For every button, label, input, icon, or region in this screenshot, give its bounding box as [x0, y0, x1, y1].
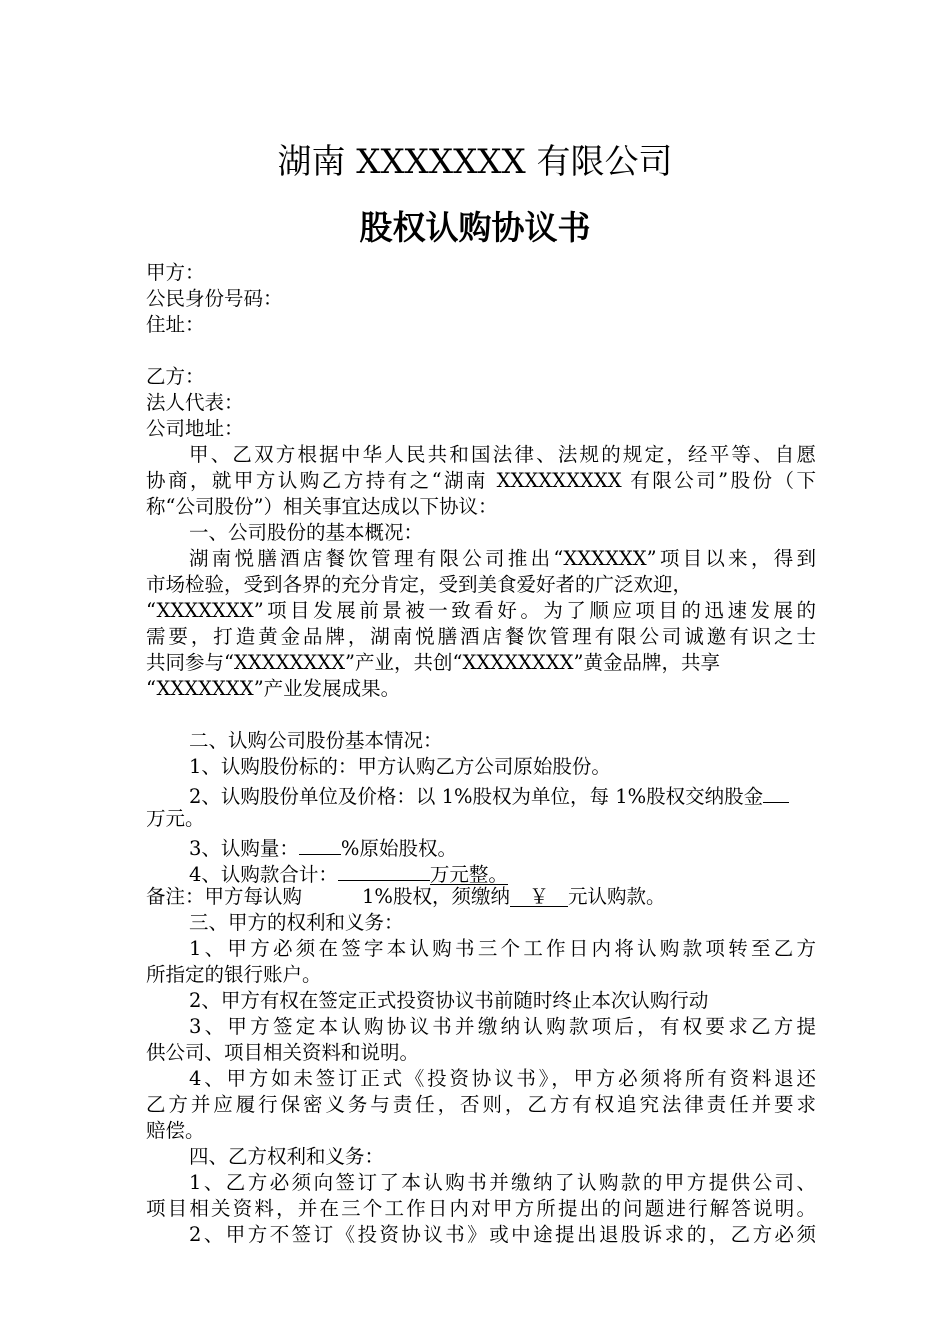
section3-item1-cont: 所指定的银行账户。 [146, 963, 322, 986]
section1-line: 市场检验，受到各界的充分肯定，受到美食爱好者的广泛欢迎， [146, 573, 693, 596]
section3-item1: 1、甲方必须在签字本认购书三个工作日内将认购款项转至乙方 [189, 937, 816, 960]
section3-heading: 三、甲方的权利和义务： [189, 911, 404, 934]
spacer [146, 338, 816, 364]
party-b-label: 乙方： [146, 365, 205, 388]
section4-item1: 1、乙方必须向签订了本认购书并缴纳了认购款的甲方提供公司、 [189, 1171, 816, 1194]
section3-item3: 3、甲方签定本认购协议书并缴纳认购款项后，有权要求乙方提 [189, 1015, 816, 1038]
section1-line: 湖南悦膳酒店餐饮管理有限公司推出“XXXXXX”项目以来，得到 [189, 547, 816, 570]
note-text-c: 元认购款。 [567, 885, 666, 908]
section3-item4: 4、甲方如未签订正式《投资协议书》，甲方必须将所有资料退还 [189, 1067, 816, 1090]
party-b-address-label: 公司地址： [146, 417, 244, 440]
section2-heading: 二、认购公司股份基本情况： [189, 729, 443, 752]
document-title: 股权认购协议书 [359, 208, 591, 247]
note-text-b: 1%股权，须缴纳 [362, 885, 510, 908]
section1-line: 需要，打造黄金品牌，湖南悦膳酒店餐饮管理有限公司诚邀有识之士 [146, 625, 816, 648]
section2-item2-cont: 万元。 [146, 807, 205, 830]
intro-line: 甲、乙双方根据中华人民共和国法律、法规的规定，经平等、自愿 [189, 443, 816, 466]
section1-line: 共同参与“XXXXXXXX”产业，共创“XXXXXXXX”黄金品牌，共享 [146, 651, 720, 674]
section1-line: “XXXXXXX”项目发展前景被一致看好。为了顺应项目的迅速发展的 [146, 599, 816, 622]
section2-item4-suffix: 万元整。 [429, 863, 508, 886]
section1-heading: 一、公司股份的基本概况： [189, 521, 424, 544]
section4-item1-cont: 项目相关资料，并在三个工作日内对甲方所提出的问题进行解答说明。 [146, 1197, 816, 1220]
section2-item1: 1、认购股份标的：甲方认购乙方公司原始股份。 [189, 755, 611, 778]
section3-item3-cont: 供公司、项目相关资料和说明。 [146, 1041, 420, 1064]
price-blank [763, 780, 789, 803]
company-title: 湖南 XXXXXXX 有限公司 [277, 142, 673, 182]
note-currency-blank: ￥ [510, 884, 568, 907]
party-a-label: 甲方： [146, 261, 205, 284]
party-a-address-label: 住址： [146, 313, 205, 336]
section1-line: “XXXXXXX”产业发展成果。 [146, 677, 401, 700]
intro-line: 称“公司股份”）相关事宜达成以下协议： [146, 495, 498, 518]
section3-item2: 2、甲方有权在签定正式投资协议书前随时终止本次认购行动 [189, 989, 709, 1012]
section2-item2 [146, 780, 816, 806]
section2-item4-text: 4、认购款合计： [189, 863, 338, 886]
section2-item3-text: 3、认购量： [189, 837, 299, 860]
note-text-a: 备注：甲方每认购 [146, 885, 303, 908]
party-a-id-label: 公民身份号码： [146, 287, 283, 310]
section4-item2: 2、甲方不签订《投资协议书》或中途提出退股诉求的，乙方必须 [189, 1223, 816, 1246]
section2-item3-suffix: %原始股权。 [340, 837, 457, 860]
section3-item4-cont: 赔偿。 [146, 1119, 205, 1142]
section4-heading: 四、乙方权利和义务： [189, 1145, 385, 1168]
quantity-blank [299, 832, 341, 855]
total-blank [338, 858, 430, 881]
spacer [146, 702, 816, 728]
document-body [146, 260, 816, 1248]
intro-line: 协商，就甲方认购乙方持有之“湖南 XXXXXXXXX 有限公司”股份（下 [146, 469, 816, 492]
section2-item4 [146, 858, 816, 884]
section2-note [146, 884, 816, 910]
section2-item2-text: 2、认购股份单位及价格：以 1%股权为单位，每 1%股权交纳股金 [189, 785, 764, 808]
party-b-rep-label: 法人代表： [146, 391, 244, 414]
section3-item4-cont: 乙方并应履行保密义务与责任，否则，乙方有权追究法律责任并要求 [146, 1093, 816, 1116]
section2-item3 [146, 832, 816, 858]
